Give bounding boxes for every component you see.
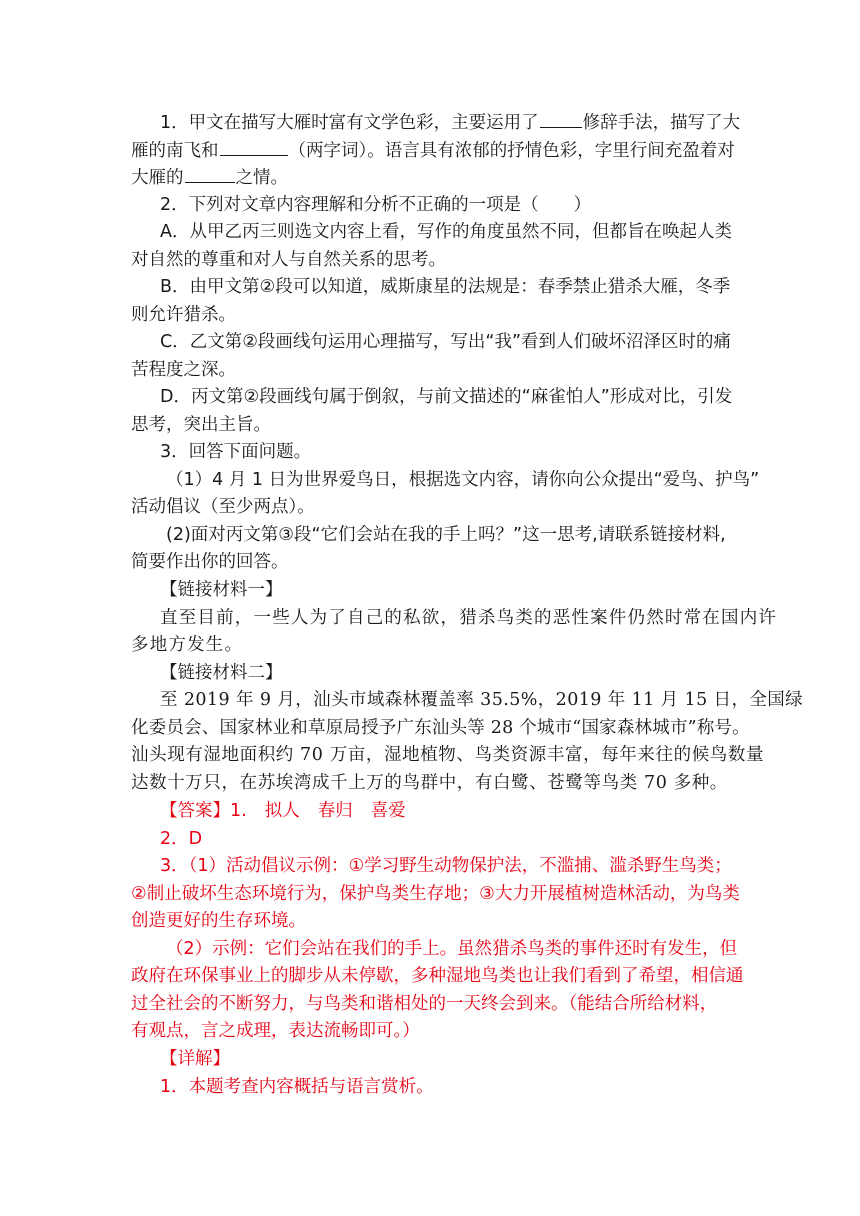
q1-text: 修辞手法，描写了大 [582, 113, 741, 133]
answer-line-1 [160, 799, 406, 823]
q2-option-b: B．由甲文第②段可以知道，威斯康星的法规是：春季禁止猎杀大雁，冬季 [160, 277, 731, 297]
q3-part1-cont: 活动倡议（至少两点）。 [131, 497, 315, 517]
q2-option-a-cont: 对自然的尊重和对人与自然关系的思考。 [131, 250, 446, 270]
q1-text: 雁的南飞和 [131, 141, 219, 161]
answer-q3-part2-cont: 有观点，言之成理，表达流畅即可。） [131, 1021, 420, 1041]
q3-part2-cont: 简要作出你的回答。 [131, 552, 289, 572]
detail-text: 1．本题考查内容概括与语言赏析。 [160, 1077, 434, 1097]
material2-text-cont: 汕头现有湿地面积约 70 万亩，湿地植物、鸟类资源丰富，每年来往的候鸟数量 [131, 745, 765, 765]
material1-heading: 【链接材料一】 [160, 580, 283, 600]
answer-q3-cont: 创造更好的生存环境。 [131, 911, 306, 931]
answer-q3-part2: （2）示例：它们会站在我们的手上。虽然猎杀鸟类的事件还时有发生，但 [166, 939, 738, 959]
q1-line-2 [131, 138, 735, 163]
answer-q3-part2-cont: 过全社会的不断努力，与鸟类和谐相处的一天终会到来。（能结合所给材料， [131, 994, 718, 1014]
answer-blank [540, 110, 582, 128]
answer-label: 【答案】1. [160, 801, 247, 821]
answer-blank [220, 138, 288, 156]
q1-text: （两字词）。语言具有浓郁的抒情色彩，字里行间充盈着对 [288, 141, 735, 161]
q2-option-c-cont: 苦程度之深。 [131, 360, 236, 380]
q2-option-b-cont: 则允许猎杀。 [131, 305, 236, 325]
material2-text-cont: 化委员会、国家林业和草原局授予广东汕头等 28 个城市“国家森林城市”称号。 [131, 718, 750, 738]
q1-line-1 [160, 110, 740, 135]
material2-heading: 【链接材料二】 [160, 663, 283, 683]
answer-q3: 3．（1）活动倡议示例：①学习野生动物保护法，不滥捕、滥杀野生鸟类； [160, 856, 732, 876]
answer-value: 喜爱 [370, 801, 406, 821]
material1-text-cont: 多地方发生。 [131, 635, 244, 655]
material2-text: 至 2019 年 9 月，汕头市域森林覆盖率 35.5%，2019 年 11 月 15 日，全国绿 [160, 690, 804, 710]
answer-q3-cont: ②制止破坏生态环境行为，保护鸟类生存地；③大力开展植树造林活动，为鸟类 [131, 884, 740, 904]
q3-stem: 3．回答下面问题。 [160, 442, 312, 462]
q3-part2: (2)面对丙文第③段“它们会站在我的手上吗？”这一思考,请联系链接材料, [166, 525, 726, 545]
material1-text: 直至目前，一些人为了自己的私欲，猎杀鸟类的恶性案件仍然时常在国内许 [160, 608, 778, 628]
q2-option-a: A．从甲乙丙三则选文内容上看，写作的角度虽然不同，但都旨在唤起人类 [160, 222, 732, 242]
answer-q3-part2-cont: 政府在环保事业上的脚步从未停歇，多种湿地鸟类也让我们看到了希望，相信通 [131, 966, 744, 986]
q1-line-3 [131, 165, 288, 190]
q1-text: 之情。 [235, 168, 288, 188]
answer-blank [185, 165, 235, 183]
material2-text-cont: 达数十万只，在苏埃湾成千上万的鸟群中，有白鹭、苍鹭等鸟类 70 多种。 [131, 773, 728, 793]
detail-heading: 【详解】 [160, 1049, 230, 1069]
q2-option-d-cont: 思考，突出主旨。 [131, 415, 271, 435]
answer-value: 拟人 [264, 801, 300, 821]
q2-stem: 2．下列对文章内容理解和分析不正确的一项是（ ） [160, 195, 592, 215]
q1-text: 大雁的 [131, 168, 184, 188]
answer-q2: 2．D [160, 829, 203, 849]
q3-part1: （1）4 月 1 日为世界爱鸟日，根据选文内容，请你向公众提出“爱鸟、护鸟” [166, 470, 760, 490]
q2-option-c: C．乙文第②段画线句运用心理描写，写出“我”看到人们破坏沼泽区时的痛 [160, 332, 732, 352]
q1-text: 1．甲文在描写大雁时富有文学色彩，主要运用了 [160, 113, 539, 133]
answer-value: 春归 [317, 801, 353, 821]
q2-option-d: D．丙文第②段画线句属于倒叙，与前文描述的“麻雀怕人”形成对比，引发 [160, 387, 733, 407]
